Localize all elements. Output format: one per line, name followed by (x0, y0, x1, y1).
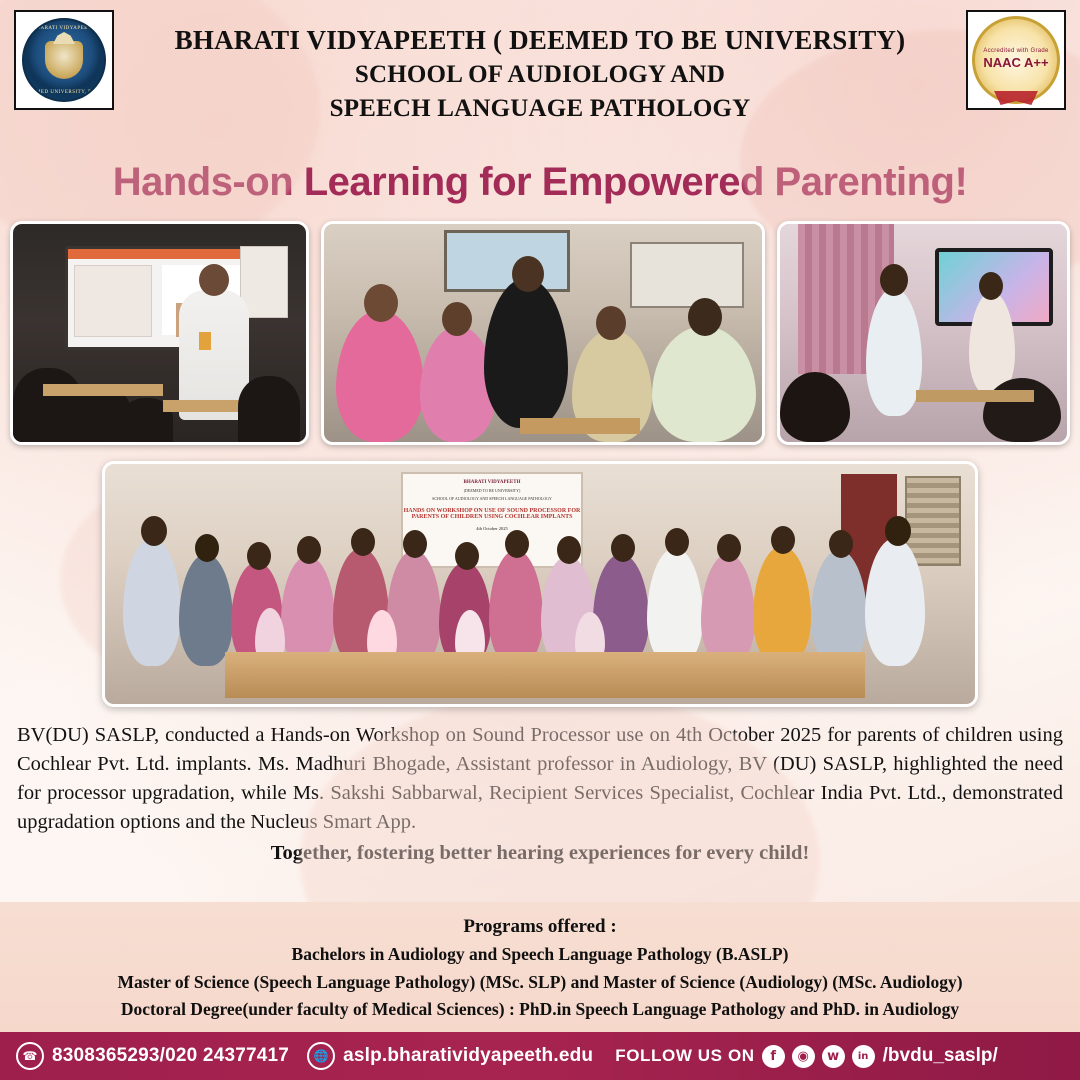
instagram-icon[interactable]: ◉ (792, 1045, 815, 1068)
university-name: BHARATI VIDYAPEETH ( DEEMED TO BE UNIVERSITY) (174, 25, 906, 55)
naac-seal-icon (972, 16, 1060, 104)
phone-contact[interactable] (16, 1042, 289, 1070)
globe-icon: 🌐 (307, 1042, 335, 1070)
photo-scene (13, 224, 306, 442)
photo-scene (780, 224, 1067, 442)
programs-heading: Programs offered : (463, 916, 617, 937)
naac-grade: NAAC A++ (983, 55, 1049, 70)
banner-line-2: (DEEMED TO BE UNIVERSITY) (463, 488, 521, 493)
university-logo (14, 10, 114, 110)
school-name-line-2: SPEECH LANGUAGE PATHOLOGY (329, 94, 751, 122)
photo-scene (324, 224, 762, 442)
crowd-figures (105, 526, 975, 666)
poster-header (0, 0, 1080, 150)
banner-line-5: 4th October 2025 (476, 526, 508, 531)
emblem-crest-icon (45, 41, 83, 79)
photo-classroom-presentation (10, 221, 309, 445)
facebook-icon[interactable]: f (762, 1045, 785, 1068)
program-line-1: Bachelors in Audiology and Speech Language Pathology (B.ASLP) (291, 944, 789, 965)
website-contact[interactable] (307, 1042, 593, 1070)
page-title: Hands-on Learning for Empowered Parenting! (112, 160, 968, 204)
website-url: aslp.bharatividyapeeth.edu (343, 1045, 594, 1066)
program-line-3: Doctoral Degree(under faculty of Medical Sciences) : PhD.in Speech Language Pathology and PhD. in Audiology (120, 998, 960, 1019)
photo-parents-group-interaction (321, 221, 765, 445)
photo-scene (105, 464, 975, 704)
naac-accreditation-badge (966, 10, 1066, 110)
phone-number: 8308365293/020 24377417 (52, 1045, 290, 1066)
banner-line-3: SCHOOL OF AUDIOLOGY AND SPEECH LANGUAGE PATHOLOGY (432, 496, 552, 501)
description-closing-line: Together, fostering better hearing experiences for every child! (270, 842, 810, 865)
contact-footer (0, 1032, 1080, 1080)
program-line-2: Master of Science (Speech Language Pathology) (MSc. SLP) and Master of Science (Audiology) (MSc. Audiology) (117, 971, 963, 992)
banner-line-4: HANDS ON WORKSHOP ON USE OF SOUND PROCESSOR FOR PARENTS OF CHILDREN USING COCHLEAR IMPLANTS (403, 508, 581, 520)
banner-line-1: BHARATI VIDYAPEETH (463, 480, 521, 485)
header-titles (114, 10, 966, 125)
phone-icon: ☎ (16, 1042, 44, 1070)
follow-us-label: FOLLOW US ON (615, 1046, 755, 1065)
university-emblem-icon (22, 18, 106, 102)
description-text: BV(DU) SASLP, conducted a Hands-on Workshop on Sound Processor use on 4th October 2025 for parents of children using Cochlear Pvt. Ltd. implants. Ms. Madhuri Bhogade, Assistant professor in Audiology, BV (DU) SASLP, highlighted the need for processor upgradation, while Ms. Sakshi Sabbarwal, Recipient Services Specialist, Cochlear India Pvt. Ltd., demonstrated upgradation options and the Nucleus Smart App. (17, 724, 1063, 834)
emblem-top-text: BHARATI VIDYAPEETH (32, 26, 96, 31)
linkedin-icon[interactable]: in (852, 1045, 875, 1068)
twitter-icon[interactable]: w (822, 1045, 845, 1068)
photo-demonstration-session (777, 221, 1070, 445)
photo-group-photograph (102, 461, 978, 707)
emblem-bottom-text: DEEMED UNIVERSITY, PUNE (24, 90, 104, 95)
naac-top-text: Accredited with Grade (983, 48, 1049, 54)
social-handle: /bvdu_saslp/ (882, 1045, 998, 1066)
photo-row (0, 205, 1080, 445)
programs-offered-section (0, 902, 1080, 1032)
school-name-line-1: SCHOOL OF AUDIOLOGY AND (354, 60, 726, 88)
